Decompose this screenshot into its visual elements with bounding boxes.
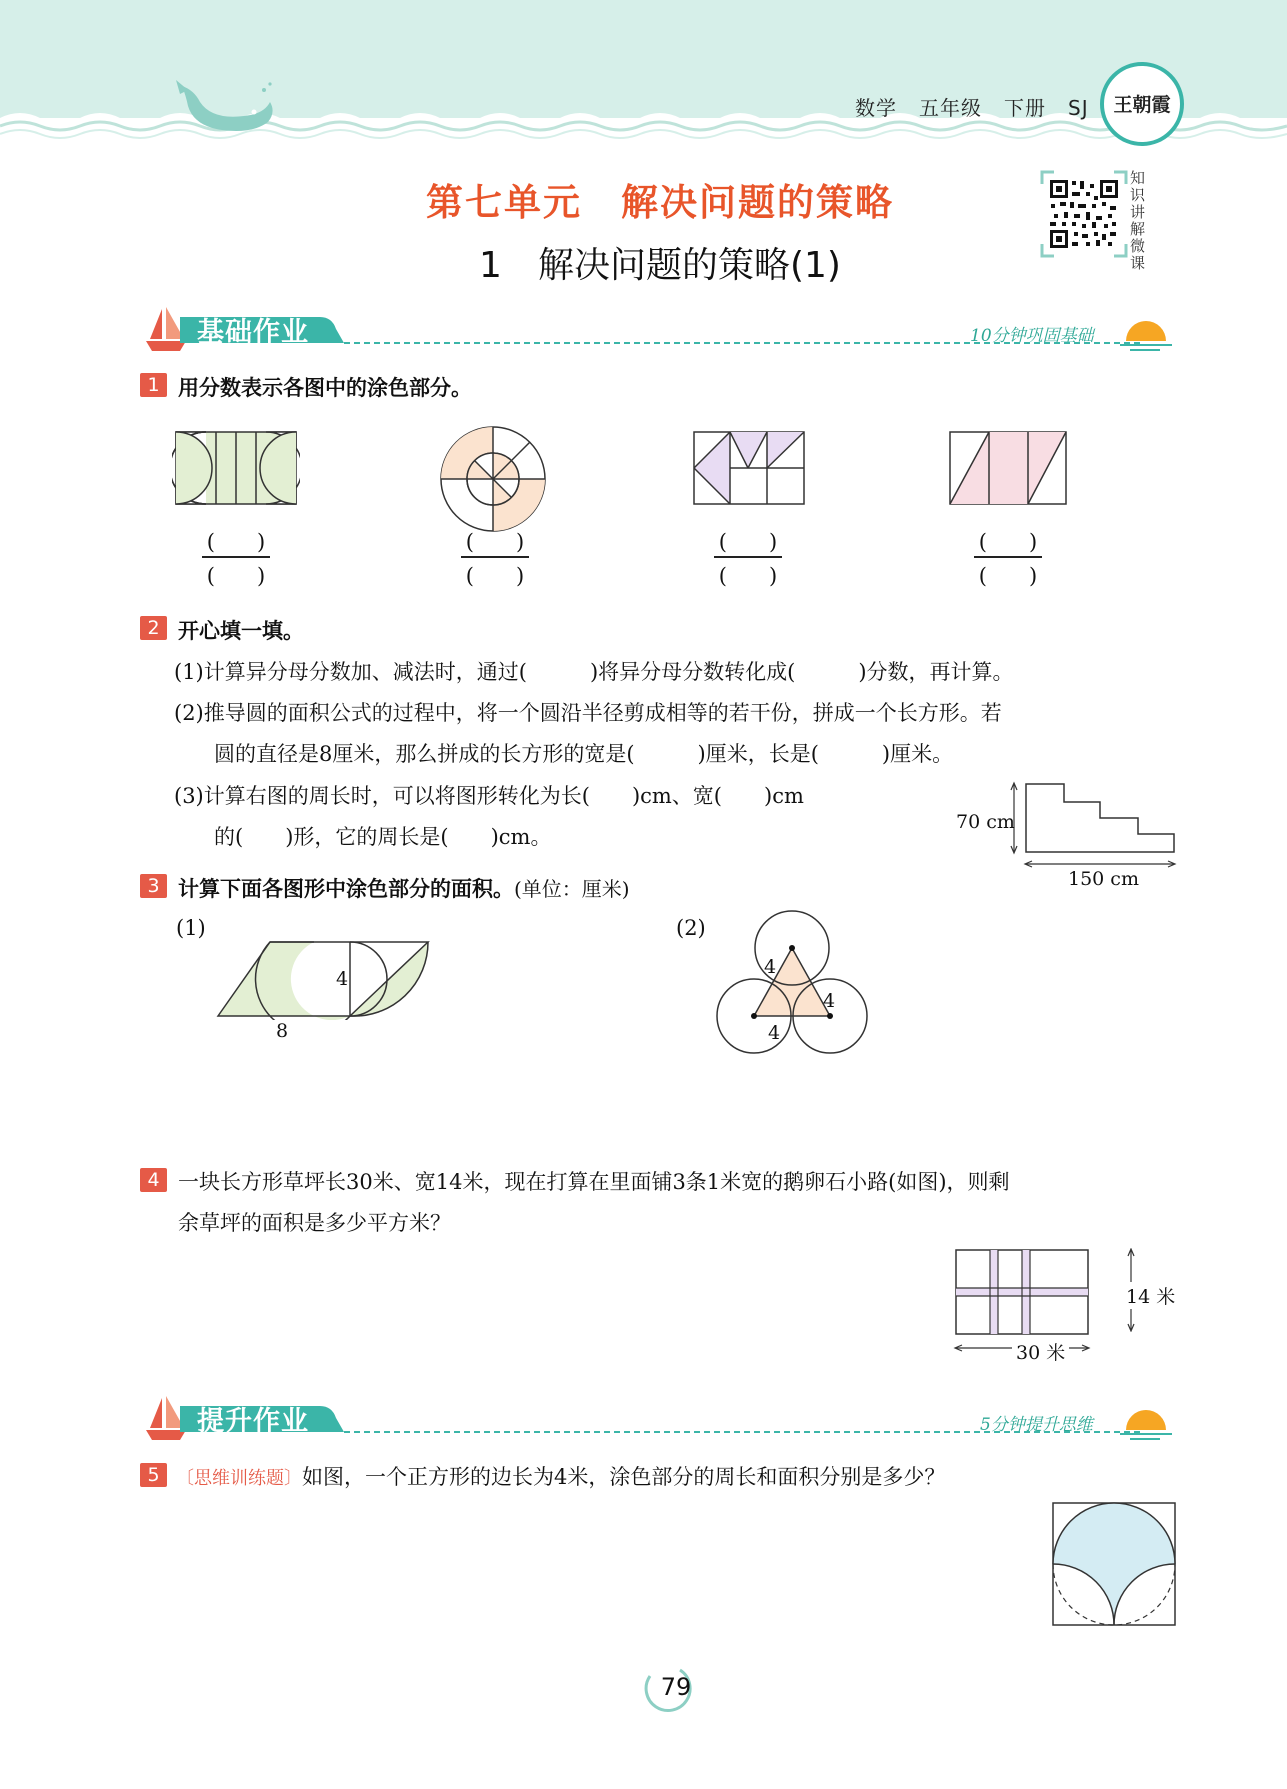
q2-figure-height-label: 70 cm — [956, 811, 1015, 833]
q1-answer-c[interactable] — [708, 526, 788, 588]
q1-figure-b — [438, 424, 548, 534]
lesson-title: 1 解决问题的策略(1) — [479, 245, 841, 286]
question-3-unit: (单位：厘米) — [514, 877, 630, 901]
question-4-line-2: 余草坪的面积是多少平方米？ — [178, 1211, 451, 1235]
denominator-blank: ( ) — [718, 564, 778, 588]
qr-label: 知识讲解微课 — [1130, 169, 1146, 272]
numerator-blank: ( ) — [206, 530, 266, 554]
header-grade: 五年级 — [919, 96, 982, 120]
question-2-line-4: (3)计算右图的周长时，可以将图形转化为长( )cm、宽( )cm — [174, 784, 804, 808]
question-5-text: 如图，一个正方形的边长为4米，涂色部分的周长和面积分别是多少？ — [302, 1465, 946, 1489]
q3-figure-2 — [712, 910, 872, 1062]
page-number: 79 — [660, 1673, 692, 1701]
question-5-line — [176, 1461, 945, 1491]
question-number-3: 3 — [140, 874, 167, 898]
question-2-line-5: 的( )形，它的周长是( )cm。 — [214, 825, 552, 849]
q4-figure-width-label: 30 米 — [1012, 1338, 1069, 1365]
question-2-line-2: (2)推导圆的面积公式的过程中，将一个圆沿半径剪成相等的若干份，拼成一个长方形。若 — [174, 701, 1002, 725]
denominator-blank: ( ) — [978, 564, 1038, 588]
fraction-bar — [974, 556, 1042, 558]
q1-figure-a — [172, 428, 300, 508]
question-2-title: 开心填一填。 — [178, 619, 304, 643]
q3-figure-1-height-label: 4 — [336, 968, 349, 990]
q5-square-figure — [1050, 1500, 1180, 1630]
fraction-bar — [461, 556, 529, 558]
question-4-line-1: 一块长方形草坪长30米、宽14米，现在打算在里面铺3条1米宽的鹅卵石小路(如图)，则剩 — [178, 1170, 1010, 1194]
fraction-bar — [202, 556, 270, 558]
denominator-blank: ( ) — [206, 564, 266, 588]
q1-figure-c — [690, 428, 808, 508]
q3-figure-1 — [212, 938, 436, 1020]
q4-figure-height-label: 14 米 — [1126, 1282, 1175, 1309]
header-volume: 下册 — [1004, 96, 1046, 120]
header-edition: SJ — [1068, 96, 1089, 120]
section-note-basic: 10分钟巩固基础 — [970, 326, 1094, 346]
brand-logo-text: 王朝霞 — [1113, 94, 1171, 116]
q1-figure-d — [946, 428, 1070, 508]
numerator-blank: ( ) — [978, 530, 1038, 554]
brand-logo — [1100, 62, 1184, 146]
q3-figure-2-side-right: 4 — [823, 990, 836, 1012]
question-number-4: 4 — [140, 1168, 167, 1192]
header-info — [855, 92, 1111, 121]
q2-figure-width-label: 150 cm — [1068, 868, 1139, 890]
qr-frame — [1040, 170, 1128, 258]
q1-answer-d[interactable] — [968, 526, 1048, 588]
whale-icon — [172, 76, 282, 136]
q3-figure-1-base-label: 8 — [276, 1020, 289, 1042]
unit-title: 第七单元 解决问题的策略 — [426, 181, 894, 224]
question-number-2: 2 — [140, 616, 167, 640]
q3-figure-2-side-left: 4 — [764, 956, 777, 978]
numerator-blank: ( ) — [465, 530, 525, 554]
question-number-1: 1 — [140, 373, 167, 397]
numerator-blank: ( ) — [718, 530, 778, 554]
q1-answer-a[interactable] — [196, 526, 276, 588]
section-title-advanced: 提升作业 — [197, 1406, 309, 1437]
section-note-advanced: 5分钟提升思维 — [980, 1415, 1093, 1435]
question-3-title-text: 计算下面各图形中涂色部分的面积。 — [178, 877, 514, 901]
denominator-blank: ( ) — [465, 564, 525, 588]
section-title-basic: 基础作业 — [197, 317, 309, 348]
question-5-tag: 〔思维训练题〕 — [176, 1468, 302, 1489]
question-3-part-1-label: (1) — [176, 916, 206, 940]
question-3-title — [178, 873, 630, 903]
fraction-bar — [714, 556, 782, 558]
q3-figure-2-side-bottom: 4 — [768, 1022, 781, 1044]
question-2-line-1: (1)计算异分母分数加、减法时，通过( )将异分母分数转化成( )分数，再计算。 — [174, 660, 1014, 684]
question-1-title: 用分数表示各图中的涂色部分。 — [178, 376, 472, 400]
header-subject: 数学 — [855, 96, 897, 120]
question-2-line-3: 圆的直径是8厘米，那么拼成的长方形的宽是( )厘米，长是( )厘米。 — [214, 742, 954, 766]
q1-answer-b[interactable] — [455, 526, 535, 588]
question-3-part-2-label: (2) — [676, 916, 706, 940]
question-number-5: 5 — [140, 1463, 167, 1487]
